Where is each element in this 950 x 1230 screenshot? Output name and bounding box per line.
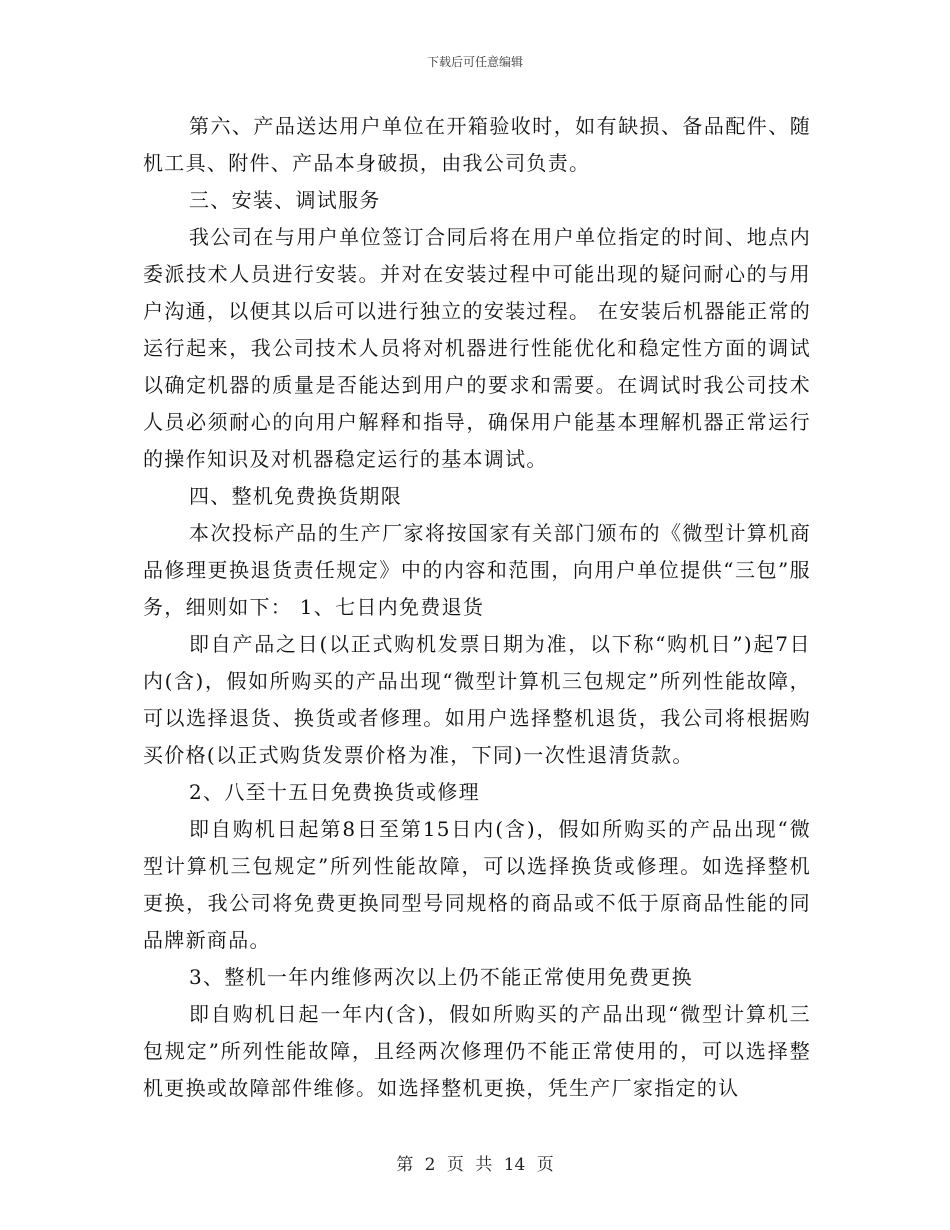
paragraph-day-8-15: 即自购机日起第8日至第15日内(含)，假如所购买的产品出现“微型计算机三包规定”所列性能故障，可以选择换货或修理。如选择整机更换，我公司将免费更换同型号同规格的商品或不低于原商品性能的同品牌新商品。	[143, 817, 811, 952]
subheading-one-year: 3、整机一年内维修两次以上仍不能正常使用免费更换	[189, 965, 693, 989]
paragraph-installation: 我公司在与用户单位签订合同后将在用户单位指定的时间、地点内委派技术人员进行安装。并对在安装过程中可能出现的疑问耐心的与用户沟通，以便其以后可以进行独立的安装过程。 在安装后机器能正常的运行起来，我公司技术人员将对机器进行性能优化和稳定性方面的调试以确定机器的质量是否能达到用户的要求和需要。在调试时我公司技术人员必须耐心的向用户解释和指导，确保用户能基本理解机器正常运行的操作知识及对机器稳定运行的基本调试。	[143, 225, 811, 471]
section-heading-exchange-period: 四、整机免费换货期限	[189, 484, 402, 508]
document-body	[143, 108, 811, 1107]
page-footer: 第 2 页 共 14 页	[396, 1155, 554, 1175]
section-heading-installation: 三、安装、调试服务	[189, 188, 381, 212]
paragraph-item-6-delivery: 第六、产品送达用户单位在开箱验收时，如有缺损、备品配件、随机工具、附件、产品本身破损，由我公司负责。	[143, 114, 811, 175]
paragraph-three-guarantees: 本次投标产品的生产厂家将按国家有关部门颁布的《微型计算机商品修理更换退货责任规定》中的内容和范围，向用户单位提供“三包”服务，细则如下： 1、七日内免费退货	[143, 521, 811, 619]
paragraph-seven-day-return: 即自产品之日(以正式购机发票日期为准，以下称“购机日”)起7日内(含)，假如所购买的产品出现“微型计算机三包规定”所列性能故障，可以选择退货、换货或者修理。如用户选择整机退货，我公司将根据购买价格(以正式购货发票价格为准，下同)一次性退清货款。	[143, 632, 811, 767]
subheading-day-8-15: 2、八至十五日免费换货或修理	[189, 780, 480, 804]
page-header: 下载后可任意编辑	[426, 55, 523, 69]
paragraph-one-year: 即自购机日起一年内(含)，假如所购买的产品出现“微型计算机三包规定”所列性能故障，且经两次修理仍不能正常使用的，可以选择整机更换或故障部件维修。如选择整机更换，凭生产厂家指定的认	[143, 1002, 811, 1100]
